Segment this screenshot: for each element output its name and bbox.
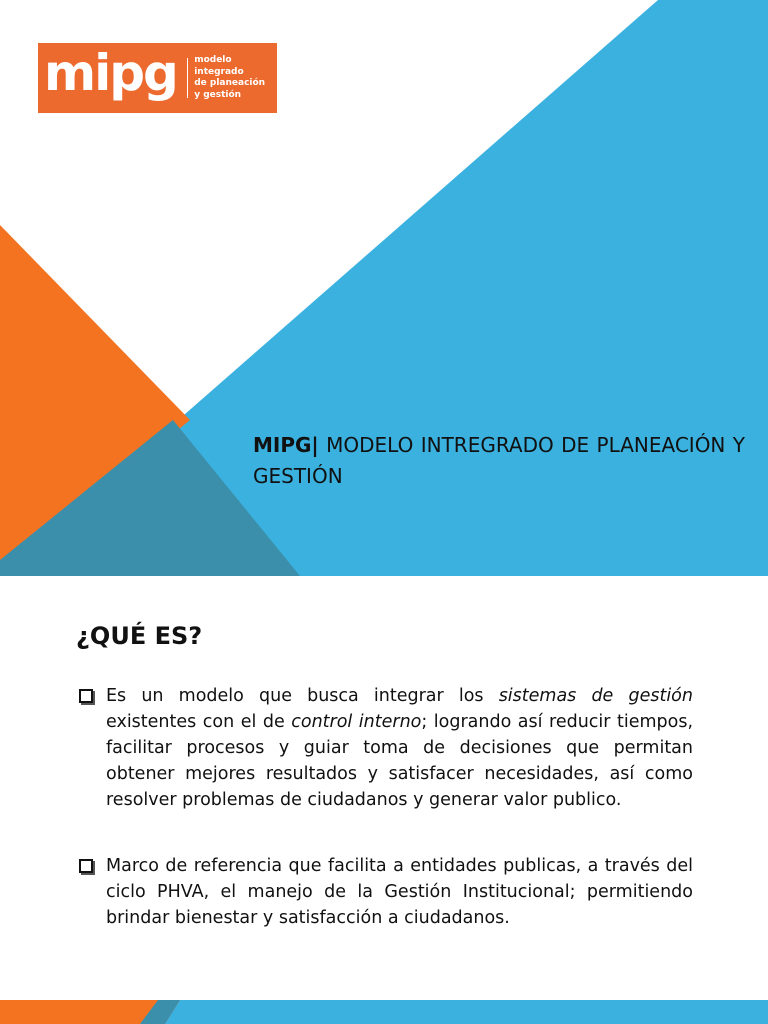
logo-text	[194, 55, 277, 101]
logo-mark: mipg	[44, 44, 177, 102]
checkbox-bullet-icon	[79, 689, 93, 703]
bottom-band-shapes	[0, 1000, 768, 1024]
slide-title	[253, 430, 745, 492]
bullet-text	[106, 853, 693, 931]
emphasis-text: control interno	[291, 712, 422, 732]
emphasis-text: sistemas de gestión	[498, 686, 693, 706]
logo-text-line: y gestión	[194, 89, 242, 100]
bottom-band	[0, 1000, 768, 1024]
text-segment: ; logrando así reducir tiempos, facilitar procesos y guiar toma de decisiones que permitan obtener mejores resultados y satisfacer necesidades, así como resolver problemas de ciudadanos y generar valor publico.	[106, 712, 694, 810]
bullet-text	[106, 683, 693, 813]
slide-title-text: MODELO INTREGRADO DE PLANEACIÓN Y GESTIÓN	[253, 433, 745, 488]
bullet-item	[76, 853, 693, 931]
checkbox-bullet-icon	[79, 859, 93, 873]
mipg-logo	[38, 43, 277, 113]
bottom-blue-shape	[165, 1000, 768, 1024]
text-segment: Es un modelo que busca integrar los	[106, 686, 499, 706]
slide-title-brand: MIPG|	[253, 433, 319, 457]
section-heading: ¿QUÉ ES?	[76, 622, 203, 650]
logo-text-line: de planeación	[194, 78, 266, 88]
logo-divider	[187, 58, 188, 98]
text-segment: existentes con el de	[106, 712, 292, 732]
logo-text-line: modelo integrado	[194, 55, 244, 77]
text-segment: Marco de referencia que facilita a entidades publicas, a través del ciclo PHVA, el manejo de la Gestión Institucional; permitiendo brindar bienestar y satisfacción a ciudadanos.	[106, 856, 693, 928]
bullet-list	[76, 683, 693, 971]
bullet-item	[76, 683, 693, 813]
